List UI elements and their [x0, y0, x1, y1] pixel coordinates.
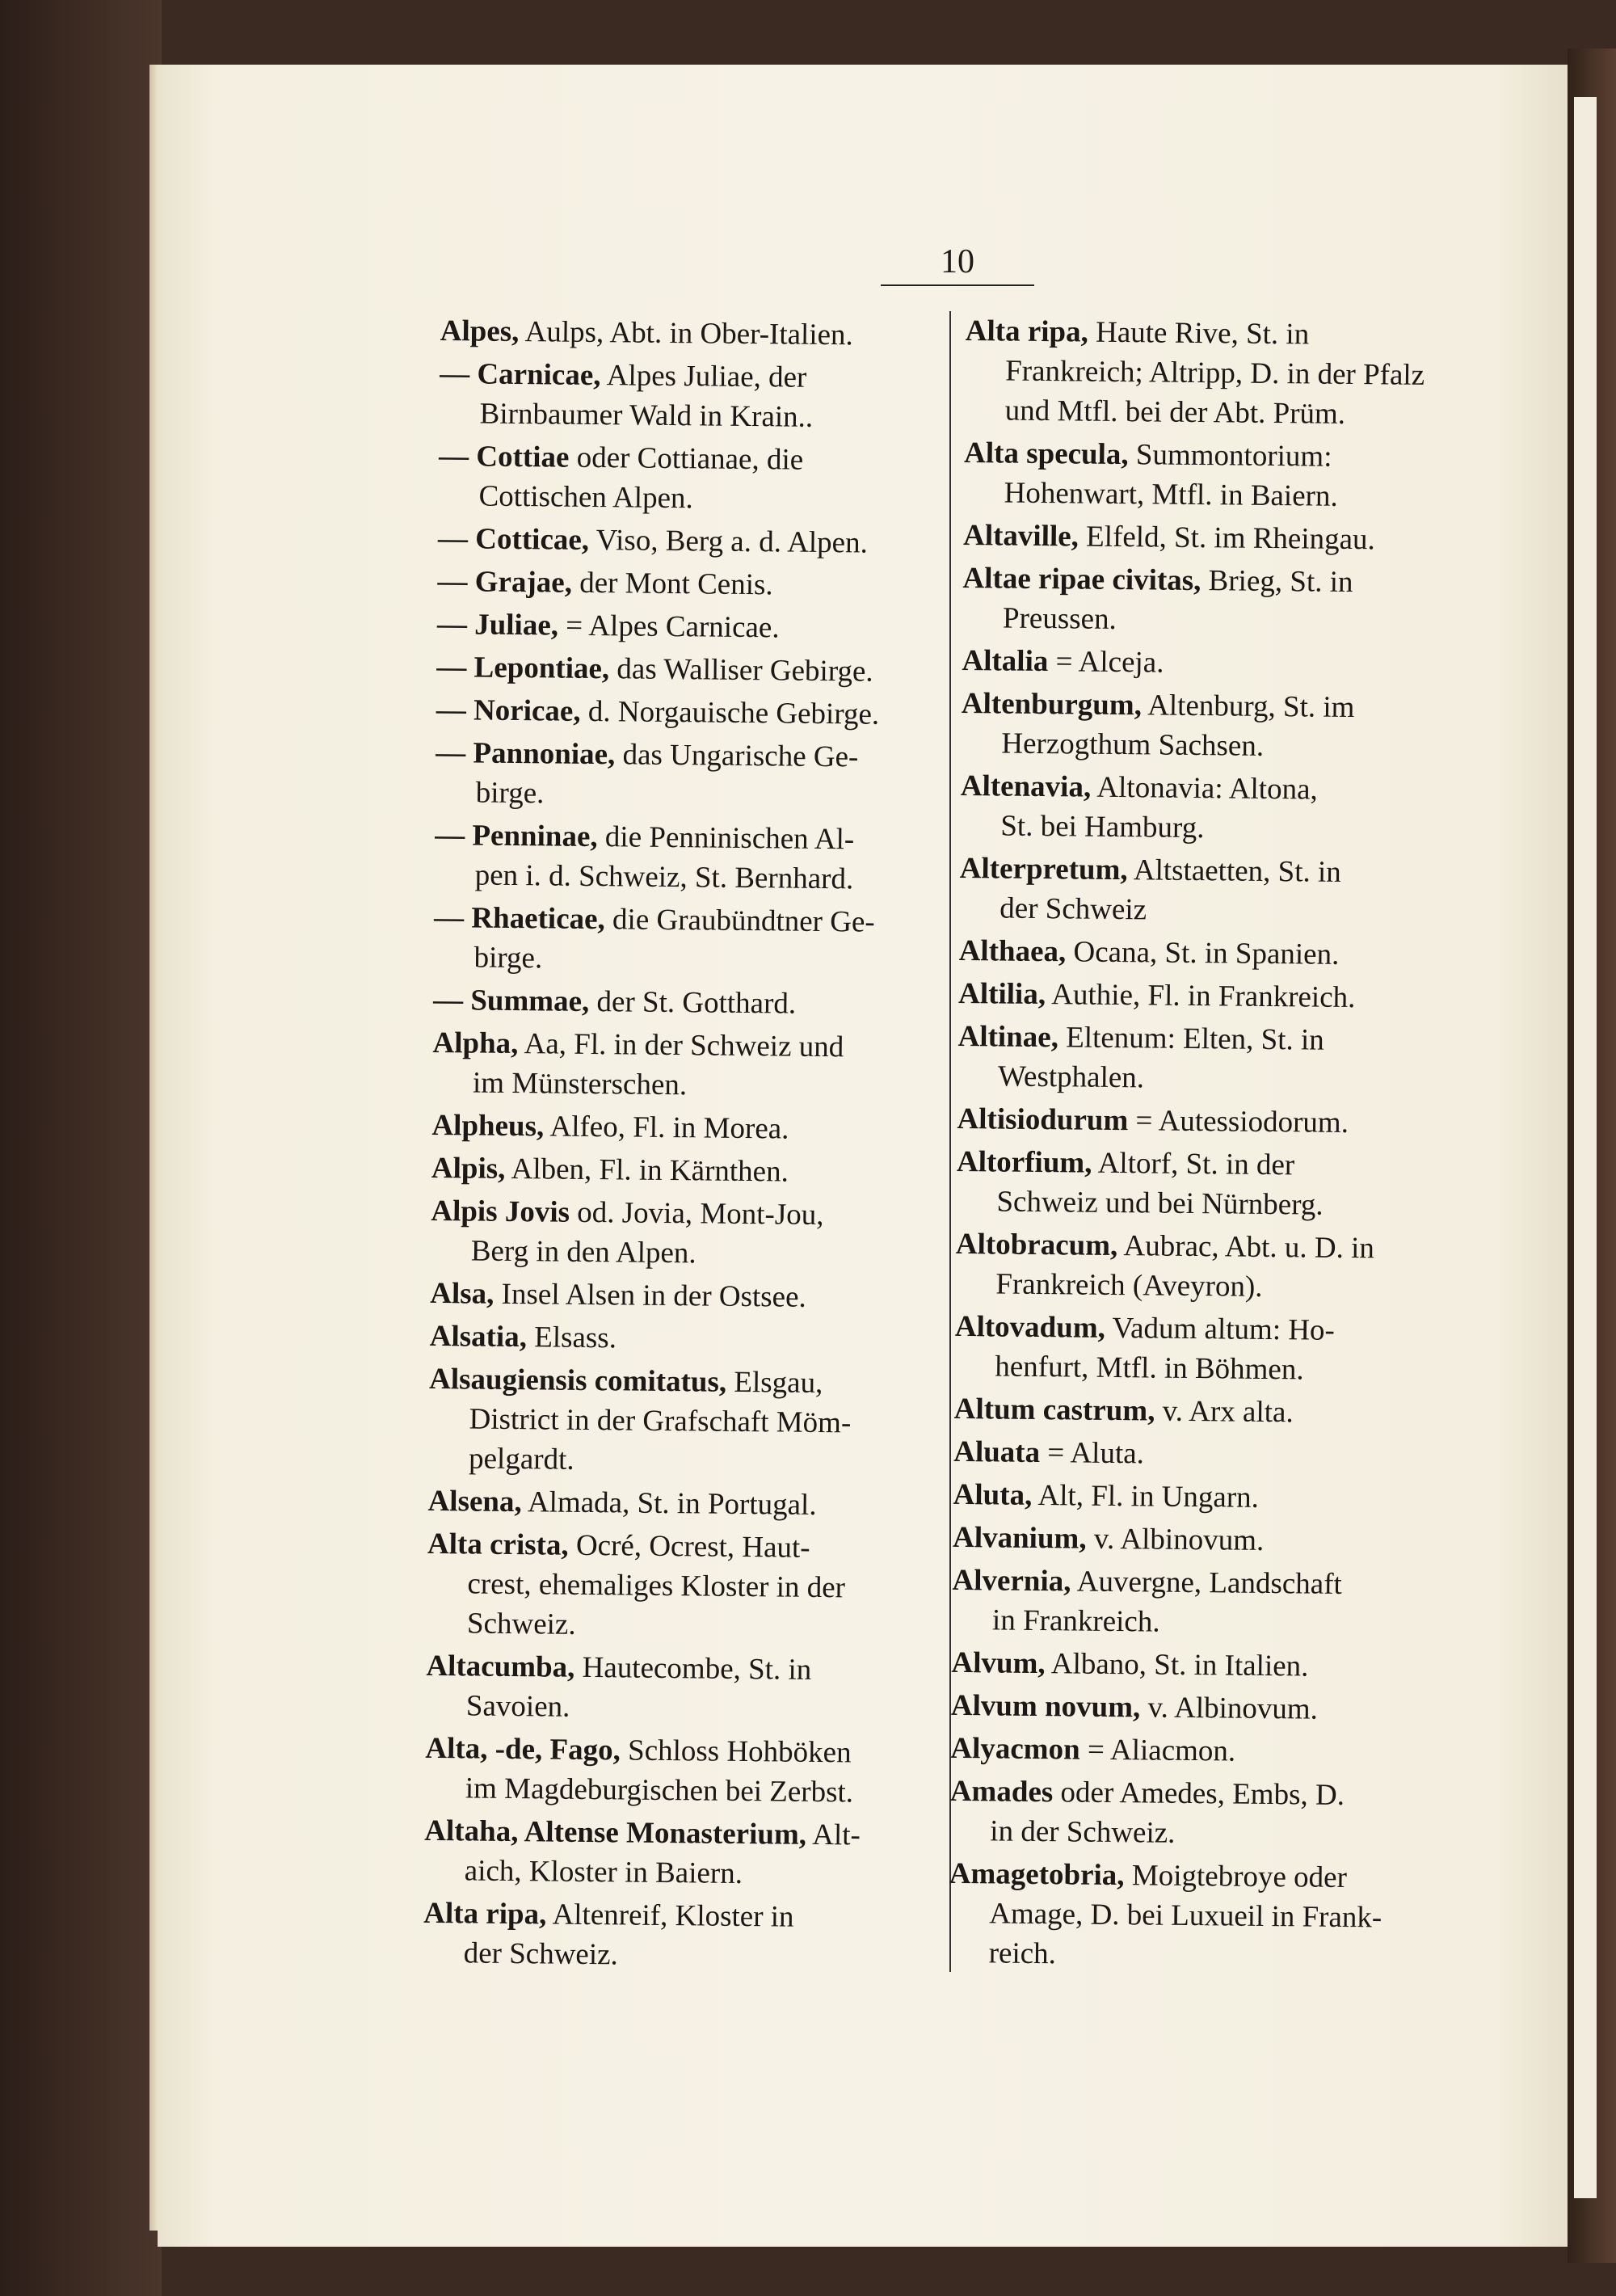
page-number: 10: [941, 243, 974, 280]
entry-headword: Alsatia,: [429, 1319, 528, 1354]
entry-headword: Altovadum,: [954, 1309, 1106, 1345]
entry-headword: — Juliae,: [436, 607, 559, 642]
entry-text: die Penninischen Al-: [604, 820, 855, 857]
entry-headword: — Carnicae,: [439, 356, 601, 393]
entry-continuation: District in der Grafschaft Möm-pelgardt.: [468, 1402, 852, 1477]
dictionary-entry: [954, 1389, 1447, 1434]
book-spine-left: [0, 0, 162, 2296]
entry-continuation: pen i. d. Schweiz, St. Bernhard.: [474, 858, 854, 896]
entry-text: Alt-: [812, 1818, 861, 1852]
dictionary-entry: [956, 1142, 1450, 1226]
entry-continuation: der Schweiz.: [463, 1936, 619, 1972]
entry-headword: Altilia,: [957, 976, 1046, 1012]
dictionary-entry: [436, 647, 929, 692]
entry-continuation: im Magdeburgischen bei Zerbst.: [465, 1772, 854, 1809]
dictionary-entry: [955, 1224, 1449, 1308]
entry-text: Altenreif, Kloster in: [552, 1898, 794, 1934]
dictionary-entry: [962, 558, 1456, 642]
entry-continuation: Frankreich (Aveyron).: [995, 1267, 1263, 1304]
dictionary-entry: [430, 1274, 923, 1318]
entry-text: Aa, Fl. in der Schweiz und: [524, 1027, 844, 1064]
entry-text: Viso, Berg a. d. Alpen.: [595, 524, 869, 560]
right-column: [948, 311, 1458, 1981]
dictionary-entry: [951, 1686, 1444, 1730]
dictionary-entry: [954, 1307, 1448, 1391]
entry-headword: Alpis Jovis: [431, 1194, 570, 1229]
dictionary-entry: [953, 1432, 1446, 1477]
entry-headword: — Lepontiae,: [436, 650, 610, 686]
entry-headword: Alta ripa,: [423, 1896, 547, 1932]
entry-headword: Altae ripae civitas,: [962, 561, 1201, 598]
entry-text: v. Albinovum.: [1147, 1691, 1319, 1726]
entry-text: oder Cottianae, die: [576, 440, 804, 477]
page-header: [881, 242, 1034, 286]
entry-text: Eltenum: Elten, St. in: [1065, 1021, 1325, 1057]
entry-continuation: der Schweiz: [999, 891, 1147, 927]
entry-headword: Alpha,: [432, 1026, 519, 1061]
entry-text: Insel Alsen in der Ostsee.: [501, 1277, 806, 1314]
dictionary-entry: [953, 1475, 1446, 1519]
entry-headword: Althaea,: [958, 933, 1067, 969]
entry-text: Alt, Fl. in Ungarn.: [1037, 1479, 1260, 1515]
entry-headword: Alvanium,: [952, 1520, 1087, 1556]
entry-headword: Altalia: [962, 643, 1049, 679]
entry-text: = Aluta.: [1047, 1436, 1145, 1471]
dictionary-entry: [961, 684, 1454, 768]
entry-headword: Altenavia,: [960, 769, 1092, 804]
entry-continuation: St. bei Hamburg.: [1000, 809, 1205, 845]
entry-continuation: henfurt, Mtfl. in Böhmen.: [995, 1350, 1304, 1387]
entry-text: Altenburg, St. im: [1147, 689, 1355, 725]
header-rule: [881, 284, 1034, 286]
entry-text: Hautecombe, St. in: [582, 1650, 812, 1687]
entry-continuation: im Münsterschen.: [472, 1066, 688, 1102]
entry-text: Elsgau,: [734, 1365, 823, 1401]
entry-text: Summontorium:: [1135, 438, 1332, 474]
entry-continuation: Cottischen Alpen.: [478, 479, 693, 516]
entry-text: Elfeld, St. im Rheingau.: [1085, 520, 1375, 557]
entry-continuation: Birnbaumer Wald in Krain..: [479, 397, 814, 434]
dictionary-entry: [433, 980, 926, 1025]
entry-text: Aulps, Abt. in Ober-Italien.: [524, 315, 853, 352]
entry-text: Aubrac, Abt. u. D. in: [1123, 1229, 1375, 1266]
entry-text: das Ungarische Ge-: [622, 738, 859, 774]
book-edge-right: [1568, 48, 1616, 2263]
entry-headword: Altum castrum,: [953, 1392, 1155, 1428]
entry-continuation: birge.: [473, 941, 543, 975]
entry-headword: Alta ripa,: [965, 314, 1089, 349]
entry-continuation: Hohenwart, Mtfl. in Baiern.: [1004, 476, 1338, 513]
entry-text: der St. Gotthard.: [596, 985, 797, 1021]
entry-headword: — Penninae,: [434, 818, 598, 854]
dictionary-entry: [963, 516, 1456, 560]
entry-headword: Aluata: [953, 1434, 1041, 1470]
dictionary-entry: [427, 1524, 921, 1648]
dictionary-entry: [423, 1894, 916, 1978]
entry-continuation: Westphalen.: [997, 1060, 1145, 1095]
entry-text: Schloss Hohböken: [627, 1734, 852, 1770]
entry-headword: — Cottiae: [438, 439, 570, 474]
dictionary-entry: [433, 898, 927, 982]
entry-text: = Alpes Carnicae.: [566, 609, 780, 645]
dictionary-entry: [951, 1643, 1444, 1687]
dictionary-entry: [429, 1317, 922, 1361]
entry-headword: Alsena,: [427, 1484, 522, 1519]
dictionary-entry: [948, 1854, 1442, 1978]
entry-text: v. Arx alta.: [1162, 1394, 1294, 1430]
dictionary-entry: [438, 436, 932, 520]
entry-headword: Alpes,: [440, 314, 520, 349]
dictionary-entry: [440, 311, 932, 356]
entry-headword: Altinae,: [957, 1019, 1059, 1055]
entry-headword: Altacumba,: [426, 1649, 575, 1684]
dictionary-entry: [431, 1106, 924, 1150]
dictionary-entry: [964, 311, 1458, 435]
dictionary-entry: [438, 519, 931, 563]
entry-continuation: in der Schweiz.: [990, 1814, 1176, 1850]
entry-text: das Walliser Gebirge.: [617, 652, 873, 689]
entry-headword: Altorfium,: [956, 1144, 1092, 1180]
dictionary-entry: [949, 1772, 1443, 1856]
entry-text: Vadum altum: Ho-: [1112, 1311, 1336, 1347]
entry-text: = Alceja.: [1055, 645, 1164, 680]
entry-headword: Alvum novum,: [950, 1688, 1141, 1725]
entry-headword: Altenburgum,: [961, 686, 1143, 723]
entry-text: Albano, St. in Italien.: [1050, 1647, 1309, 1683]
dictionary-entry: [424, 1811, 918, 1895]
entry-continuation: Schweiz und bei Nürnberg.: [996, 1185, 1324, 1222]
dictionary-entry: [434, 815, 928, 899]
dictionary-entry: [436, 733, 929, 817]
entry-text: Altstaetten, St. in: [1133, 853, 1342, 889]
entry-continuation: Herzogthum Sachsen.: [1001, 727, 1265, 763]
dictionary-entry: [952, 1561, 1446, 1645]
entry-headword: — Noricae,: [436, 693, 581, 728]
entry-text: Moigtebroye oder: [1131, 1859, 1348, 1895]
entry-continuation: aich, Kloster in Baiern.: [464, 1854, 743, 1891]
dictionary-entry: [436, 690, 929, 735]
entry-text: Almada, St. in Portugal.: [527, 1485, 817, 1522]
entry-text: d. Norgauische Gebirge.: [587, 694, 880, 731]
entry-headword: Alsaugiensis comitatus,: [428, 1362, 727, 1399]
dictionary-entry: [431, 1191, 924, 1275]
left-column: [423, 311, 933, 1981]
entry-headword: Alpheus,: [431, 1108, 545, 1144]
dictionary-entry: [431, 1148, 924, 1193]
entry-headword: Altaville,: [962, 518, 1079, 554]
entry-text: Altonavia: Altona,: [1096, 770, 1318, 807]
entry-headword: Alpis,: [431, 1151, 506, 1186]
entry-text: = Aliacmon.: [1087, 1733, 1236, 1768]
entry-text: = Autessiodorum.: [1135, 1104, 1349, 1140]
entry-continuation: Berg in den Alpen.: [470, 1234, 696, 1270]
dictionary-entry: [963, 433, 1457, 517]
entry-headword: Alterpretum,: [959, 851, 1128, 887]
entry-headword: Altobracum,: [955, 1227, 1118, 1263]
dictionary-entry: [426, 1646, 920, 1730]
entry-text: Haute Rive, St. in: [1095, 315, 1310, 352]
entry-headword: Aluta,: [953, 1477, 1033, 1512]
dictionary-entry: [957, 1017, 1451, 1101]
entry-headword: Amagetobria,: [949, 1856, 1125, 1893]
dictionary-entry: [432, 1023, 926, 1107]
entry-text: Brieg, St. in: [1208, 564, 1353, 600]
entry-headword: Altaha, Altense Monasterium,: [424, 1814, 807, 1852]
entry-text: od. Jovia, Mont-Jou,: [577, 1195, 824, 1232]
entry-headword: — Rhaeticae,: [433, 900, 606, 937]
entry-headword: Altisiodurum: [957, 1102, 1129, 1138]
entry-continuation: crest, ehemaliges Kloster in der Schweiz.: [466, 1567, 846, 1641]
dictionary-entry: [439, 354, 932, 438]
entry-headword: Alyacmon: [950, 1731, 1080, 1767]
dictionary-entry: [958, 974, 1451, 1018]
entry-text: Alben, Fl. in Kärnthen.: [511, 1152, 789, 1189]
dictionary-entry: [437, 562, 930, 606]
entry-text: Ocré, Ocrest, Haut-: [575, 1528, 810, 1565]
entry-headword: — Cotticae,: [437, 521, 590, 557]
entry-headword: Alta specula,: [963, 436, 1129, 472]
entry-text: Alfeo, Fl. in Morea.: [549, 1110, 789, 1146]
entry-text: v. Albinovum.: [1093, 1522, 1265, 1557]
dictionary-entry: [428, 1359, 923, 1483]
entry-text: der Mont Cenis.: [579, 566, 773, 602]
entry-text: Ocana, St. in Spanien.: [1073, 935, 1340, 971]
dictionary-entry: [437, 605, 930, 649]
dictionary-entry: [962, 641, 1454, 685]
entry-headword: Alta crista,: [427, 1527, 569, 1562]
dictionary-entry: [425, 1729, 919, 1813]
entry-headword: — Pannoniae,: [436, 735, 616, 772]
dictionary-entry: [960, 766, 1454, 850]
dictionary-entry: [950, 1729, 1443, 1773]
entry-continuation: in Frankreich.: [991, 1603, 1160, 1639]
entry-text: Elsass.: [533, 1321, 617, 1355]
entry-text: die Graubündtner Ge-: [612, 903, 875, 939]
entry-continuation: Savoien.: [465, 1689, 570, 1724]
entry-continuation: Frankreich; Altripp, D. in der Pfalz und Mtfl. bei der Abt. Prüm.: [1004, 354, 1425, 431]
entry-text: oder Amedes, Embs, D.: [1060, 1776, 1345, 1813]
entry-headword: Amades: [949, 1774, 1054, 1809]
dictionary-entry: [953, 1518, 1446, 1562]
dictionary-entry: [427, 1481, 920, 1526]
dictionary-entry: [959, 849, 1453, 933]
entry-text: Altorf, St. in der: [1097, 1146, 1295, 1182]
entry-text: Alpes Juliae, der: [606, 359, 807, 394]
entry-text: Authie, Fl. in Frankreich.: [1051, 978, 1356, 1015]
entry-headword: Alta, -de, Fago,: [425, 1731, 621, 1767]
entry-headword: — Summae,: [432, 983, 590, 1018]
entry-headword: Alsa,: [430, 1276, 494, 1311]
dictionary-entry: [957, 1099, 1450, 1144]
dictionary-entry: [958, 931, 1451, 975]
entry-text: Auvergne, Landschaft: [1076, 1565, 1343, 1601]
entry-continuation: Preussen.: [1002, 601, 1117, 636]
entry-headword: Alvernia,: [952, 1563, 1071, 1599]
entry-headword: — Grajae,: [437, 564, 573, 600]
entry-continuation: birge.: [475, 776, 545, 811]
entry-continuation: Amage, D. bei Luxueil in Frank-reich.: [988, 1897, 1382, 1971]
entry-headword: Alvum,: [951, 1645, 1046, 1681]
